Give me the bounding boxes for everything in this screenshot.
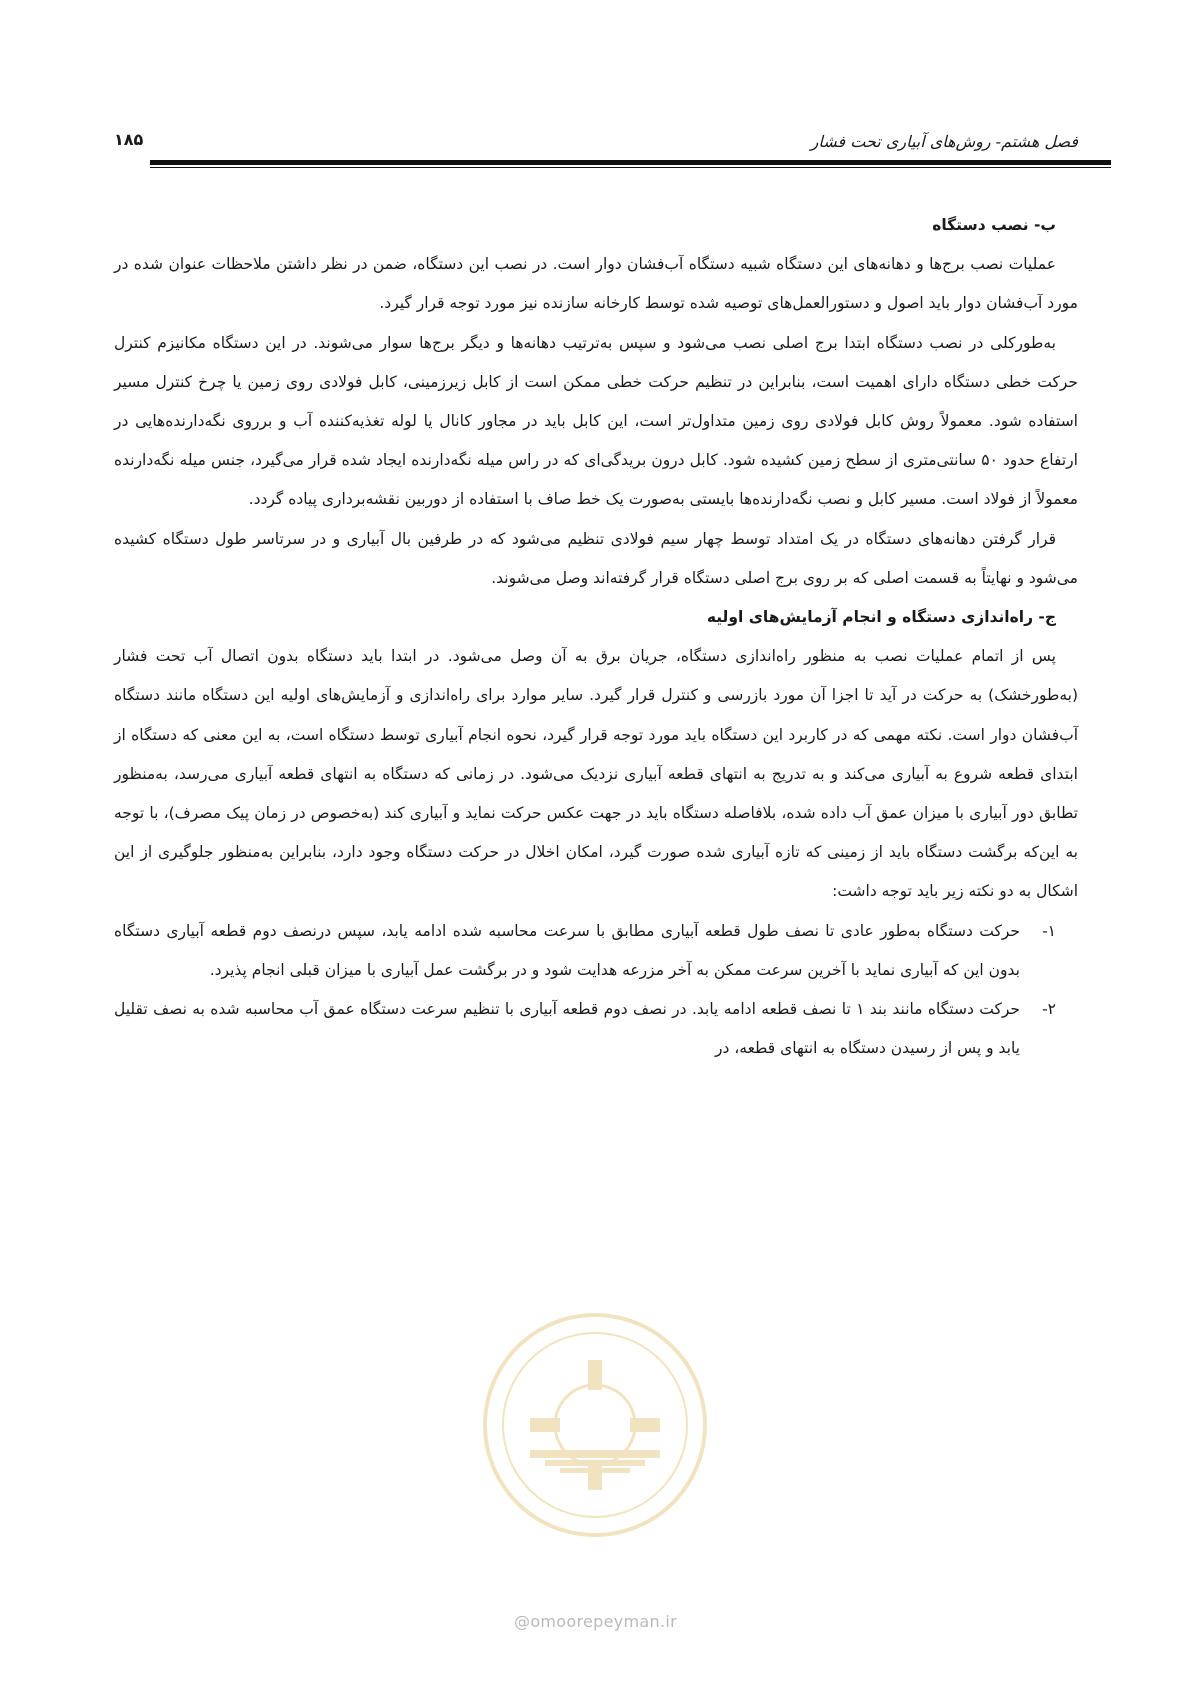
list-text: حرکت دستگاه مانند بند ۱ تا نصف قطعه ادامه یابد. در نصف دوم قطعه آبیاری با تنظیم سرعت دستگاه عمق آب محاسبه شده به نصف تقلیل یابد و پس از رسیدن دستگاه به انتهای قطعه، در (114, 1000, 1020, 1058)
list-text: حرکت دستگاه به‌طور عادی تا نصف طول قطعه آبیاری مطابق با سرعت محاسبه شده ادامه یابد، سپس درنصف دوم قطعه آبیاری دستگاه بدون این که آبیاری نماید با آخرین سرعت ممکن به آخر مزرعه هدایت شود و در برگشت عمل آبیاری با میزان قبلی انجام پذیرد. (114, 921, 1020, 979)
list-number: ۲- (1042, 1000, 1056, 1019)
body-text (114, 206, 1078, 1068)
section-heading-b: ب- نصب دستگاه (932, 216, 1056, 234)
chapter-title: فصل هشتم- روش‌های آبیاری تحت فشار (810, 132, 1078, 151)
list-item (114, 990, 1078, 1068)
paragraph: پس از اتمام عملیات نصب به منظور راه‌اندازی دستگاه، جریان برق به آن وصل می‌شود. در ابتدا باید دستگاه بدون اتصال آب تحت فشار (به‌طورخشک) به حرکت در آید تا اجزا آن مورد بازرسی و کنترل قرار گیرد. سایر موارد برای راه‌اندازی و آزمایش‌های اولیه این دستگاه مانند دستگاه آب‌فشان دوار است. نکته مهمی که در کاربرد این دستگاه باید مورد توجه قرار گیرد، نحوه انجام آبیاری توسط دستگاه است، به این معنی که دستگاه از ابتدای قطعه شروع به آبیاری می‌کند و به تدریج به انتهای قطعه آبیاری نزدیک می‌شود. در زمانی که دستگاه به انتهای قطعه آبیاری می‌رسد، به‌منظور تطابق دور آبیاری با میزان عمق آب داده شده، بلافاصله دستگاه باید در جهت عکس حرکت نماید و آبیاری کند (به‌خصوص در زمان پیک مصرف)، با توجه به این‌که برگشت دستگاه باید از زمینی که تازه آبیاری شده صورت گیرد، امکان اخلال در حرکت دستگاه وجود دارد، بنابراین به‌منظور جلوگیری از این اشکال به دو نکته زیر باید توجه داشت: (114, 647, 1078, 901)
section-heading-c: ج- راه‌اندازی دستگاه و انجام آزمایش‌های اولیه (706, 608, 1056, 627)
paragraph: قرار گرفتن دهانه‌های دستگاه در یک امتداد توسط چهار سیم فولادی تنظیم می‌شود که در طرفین بال آبیاری و در سرتاسر طول دستگاه کشیده می‌شود و نهایتاً به قسمت اصلی که بر روی برج اصلی دستگاه قرار گرفته‌اند وصل می‌شوند. (114, 529, 1078, 587)
paragraph: به‌طورکلی در نصب دستگاه ابتدا برج اصلی نصب می‌شود و سپس به‌ترتیب دهانه‌ها و دیگر برج‌ها سوار می‌شوند. در این دستگاه مکانیزم کنترل حرکت خطی دستگاه دارای اهمیت است، بنابراین در تنظیم حرکت خطی ممکن است از کابل زیرزمینی، کابل فولادی روی زمین یا چرخ کنترل مسیر استفاده شود. معمولاً روش کابل فولادی روی زمین متداول‌تر است، این کابل باید در مجاور کانال یا لوله تغذیه‌کننده آب و برروی نگه‌دارنده‌هایی در ارتفاع حدود ۵۰ سانتی‌متری از سطح زمین کشیده شود. کابل درون بریدگی‌ای که در راس میله نگه‌دارنده ایجاد شده قرار می‌گیرد، جنس میله نگه‌دارنده معمولاً از فولاد است. مسیر کابل و نصب نگه‌دارنده‌ها بایستی به‌صورت یک خط صاف با استفاده از دوربین نقشه‌برداری پیاده گردد. (114, 333, 1078, 509)
page-number: ۱۸۵ (114, 130, 144, 149)
header-rule-thick (150, 160, 1111, 165)
list-item (114, 912, 1078, 990)
watermark-site: @omoorepeyman.ir (514, 1612, 677, 1631)
paragraph: عملیات نصب برج‌ها و دهانه‌های این دستگاه شبیه دستگاه آب‌فشان دوار است. در نصب این دستگاه، ضمن در نظر داشتن ملاحظات عنوان شده در مورد آب‌فشان دوار باید اصول و دستورالعمل‌های توصیه شده توسط کارخانه سازنده نیز مورد توجه قرار گیرد. (114, 255, 1078, 313)
list-number: ۱- (1042, 921, 1056, 940)
header-rule-thin (150, 167, 1111, 168)
running-header (114, 128, 1078, 162)
watermark-emblem-icon (470, 1300, 720, 1550)
